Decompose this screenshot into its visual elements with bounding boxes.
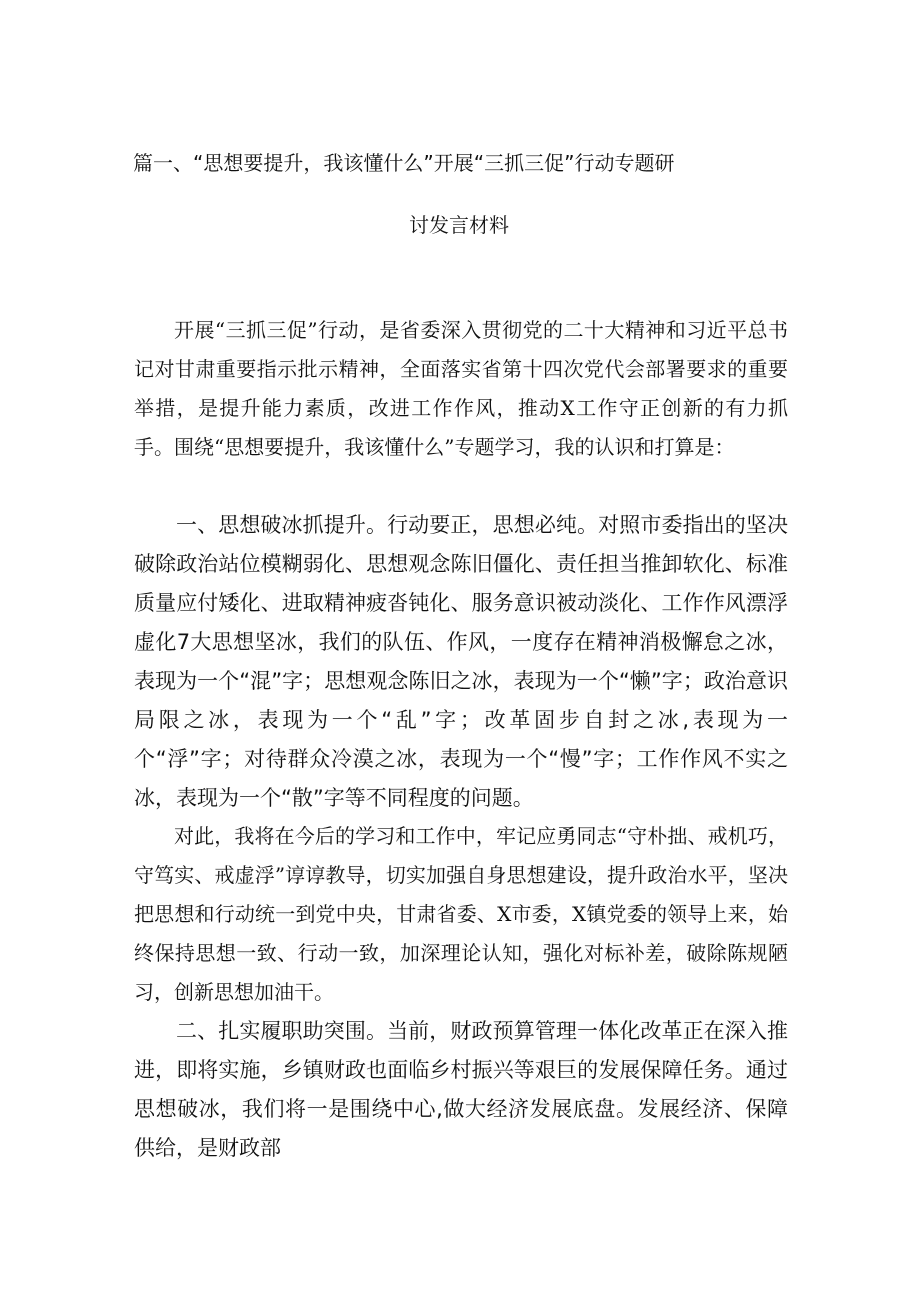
document-title-line-2: 讨发言材料 — [409, 213, 509, 237]
intro-paragraph: 开展“三抓三促”行动，是省委深入贯彻党的二十大精神和习近平总书记对甘肃重要指示批示精神，全面落实省第十四次党代会部署要求的重要举措，是提升能力素质，改进工作作风，推动X工作守正创新的有力抓手。围绕“思想要提升，我该懂什么”专题学习，我的认识和打算是： — [134, 318, 788, 459]
commitment-paragraph: 对此，我将在今后的学习和工作中，牢记应勇同志“守朴拙、戒机巧，守笃实、戒虚浮”谆谆教导，切实加强自身思想建设，提升政治水平，坚决把思想和行动统一到党中央，甘肃省委、X市委，X镇党委的领导上来，始终保持思想一致、行动一致，加深理论认知，强化对标补差，破除陈规陋习，创新思想加油干。 — [134, 824, 788, 1004]
section-two-paragraph: 二、扎实履职助突围。当前，财政预算管理一体化改革正在深入推进，即将实施，乡镇财政也面临乡村振兴等艰巨的发展保障任务。通过思想破冰，我们将一是围绕中心,做大经济发展底盘。发展经济、保障供给，是财政部 — [134, 1019, 788, 1160]
section-one-paragraph: 一、思想破冰抓提升。行动要正，思想必纯。对照市委指出的坚决破除政治站位模糊弱化、思想观念陈旧僵化、责任担当推卸软化、标准质量应付矮化、进取精神疲沓钝化、服务意识被动淡化、工作作风漂浮虚化7大思想坚冰，我们的队伍、作风，一度存在精神消极懈怠之冰，表现为一个“混”字；思想观念陈旧之冰，表现为一个“懒”字；政治意识局限之冰，表现为一个“乱”字；改革固步自封之冰,表现为一个“浮”字；对待群众冷漠之冰，表现为一个“慢”字；工作作风不实之冰，表现为一个“散”字等不同程度的问题。 — [134, 513, 788, 810]
document-title-line-1: 篇一、“思想要提升，我该懂什么”开展“三抓三促”行动专题研 — [133, 151, 675, 175]
